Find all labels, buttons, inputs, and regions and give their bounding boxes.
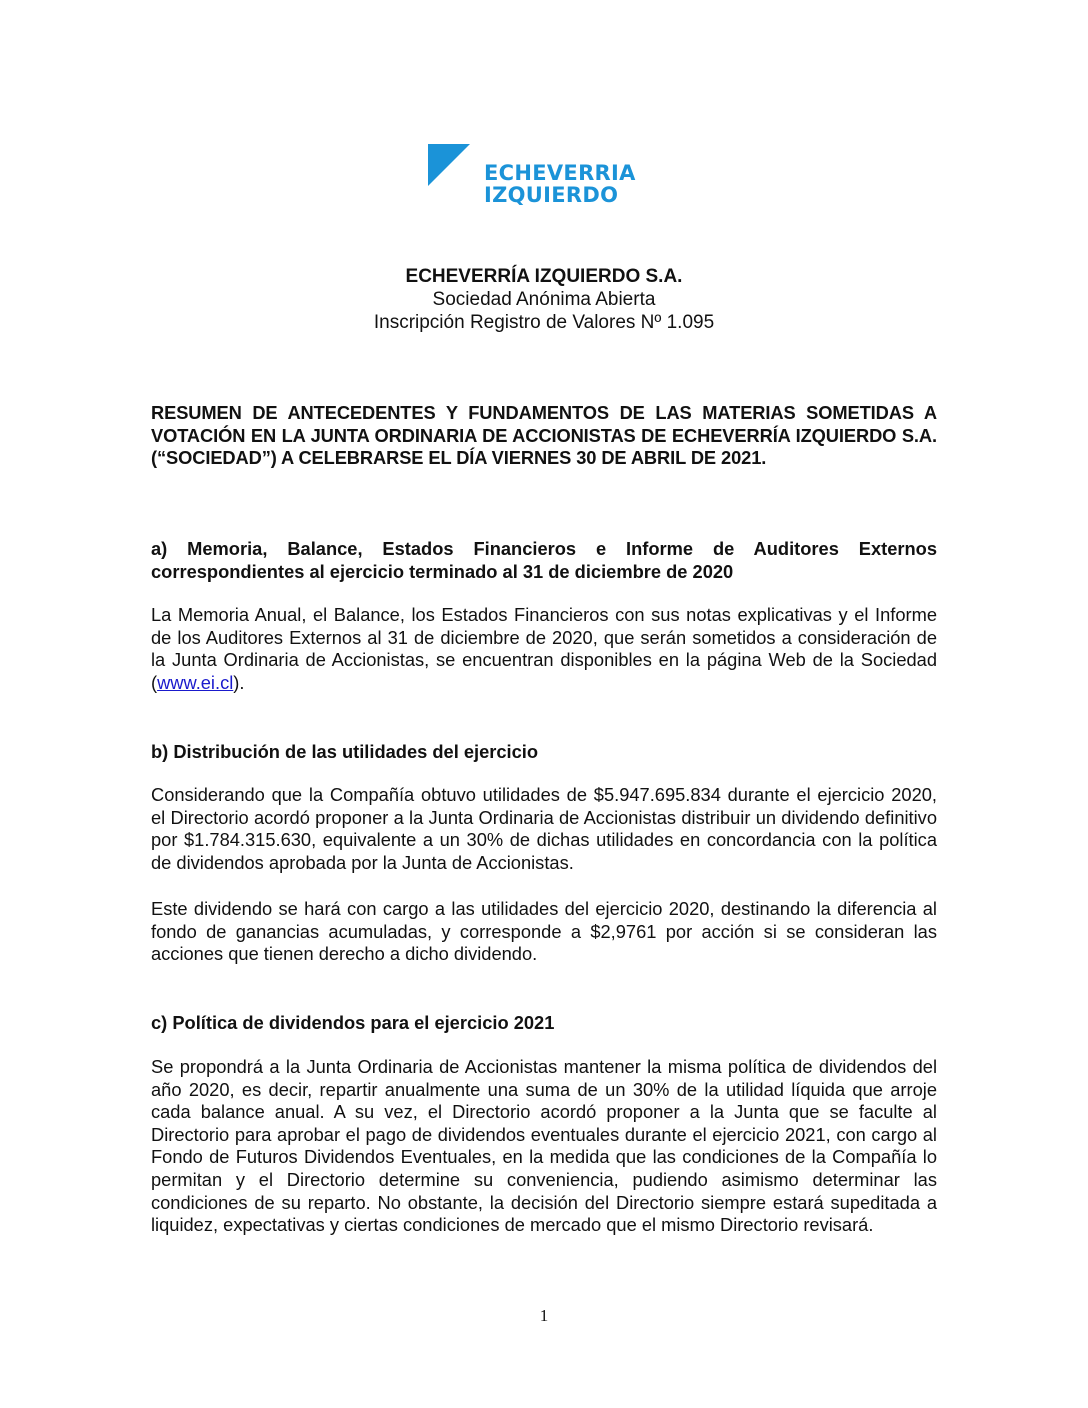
document-title: RESUMEN DE ANTECEDENTES Y FUNDAMENTOS DE LAS MATERIAS SOMETIDAS A VOTACIÓN EN LA JUNTA ORDINARIA DE ACCIONISTAS DE ECHEVERRÍA IZQUIERDO S.A. (“SOCIEDAD”) A CELEBRARSE EL DÍA VIERNES 30 DE ABRIL DE 2021.: [151, 402, 937, 469]
section-b-paragraph-1: Considerando que la Compañía obtuvo utilidades de $5.947.695.834 durante el ejercicio 2020, el Directorio acordó proponer a la Junta Ordinaria de Accionistas distribuir un dividendo definitivo por $1.784.315.630, equivalente a un 30% de dichas utilidades en concordancia con la política de dividendos aprobada por la Junta de Accionistas.: [151, 784, 937, 873]
website-link[interactable]: www.ei.cl: [157, 671, 234, 693]
section-a-text: La Memoria Anual, el Balance, los Estados Financieros con sus notas explicativas y el Informe de los Auditores Externos al 31 de diciembre de 2020, que serán sometidos a consideración de la Junta Ordinaria de Accionistas, se encuentran disponibles en la página Web de la Sociedad (: [151, 604, 937, 693]
section-a-text-end: ).: [233, 671, 245, 693]
registry-number: Inscripción Registro de Valores Nº 1.095: [373, 312, 715, 333]
section-c-paragraph: Se propondrá a la Junta Ordinaria de Accionistas mantener la misma política de dividendos del año 2020, es decir, repartir anualmente una suma de un 30% de la utilidad líquida que arroje cada balance anual. A su vez, el Directorio acordó proponer a la Junta que se faculte al Directorio para aprobar el pago de dividendos eventuales durante el ejercicio 2021, con cargo al Fondo de Futuros Dividendos Eventuales, en la medida que las condiciones de la Compañía lo permitan y el Directorio determine su conveniencia, pudiendo asimismo determinar las condiciones de su reparto. No obstante, la decisión del Directorio siempre estará supeditada a liquidez, expectativas y ciertas condiciones de mercado que el mismo Directorio revisará.: [151, 1056, 937, 1236]
section-a-heading: a) Memoria, Balance, Estados Financieros e Informe de Auditores Externos correspondientes al ejercicio terminado al 31 de diciembre de 2020: [151, 538, 937, 582]
section-b-paragraph-2: Este dividendo se hará con cargo a las utilidades del ejercicio 2020, destinando la diferencia al fondo de ganancias acumuladas, y corresponde a $2,9761 por acción si se consideran las acciones que tienen derecho a dicho dividendo.: [151, 898, 937, 965]
section-c-heading: c) Política de dividendos para el ejercicio 2021: [151, 1012, 555, 1033]
page-number: 1: [539, 1306, 549, 1325]
logo-line-1: ECHEVERRIA: [484, 161, 636, 185]
section-a-paragraph: [151, 604, 937, 694]
logo-wordmark: [484, 162, 636, 206]
company-logo: [428, 144, 668, 208]
logo-line-2: IZQUIERDO: [484, 183, 619, 207]
section-b-heading: b) Distribución de las utilidades del ejercicio: [151, 741, 539, 762]
company-name: ECHEVERRÍA IZQUIERDO S.A.: [405, 266, 683, 287]
company-type: Sociedad Anónima Abierta: [432, 289, 656, 310]
logo-triangle-icon: [428, 144, 470, 186]
